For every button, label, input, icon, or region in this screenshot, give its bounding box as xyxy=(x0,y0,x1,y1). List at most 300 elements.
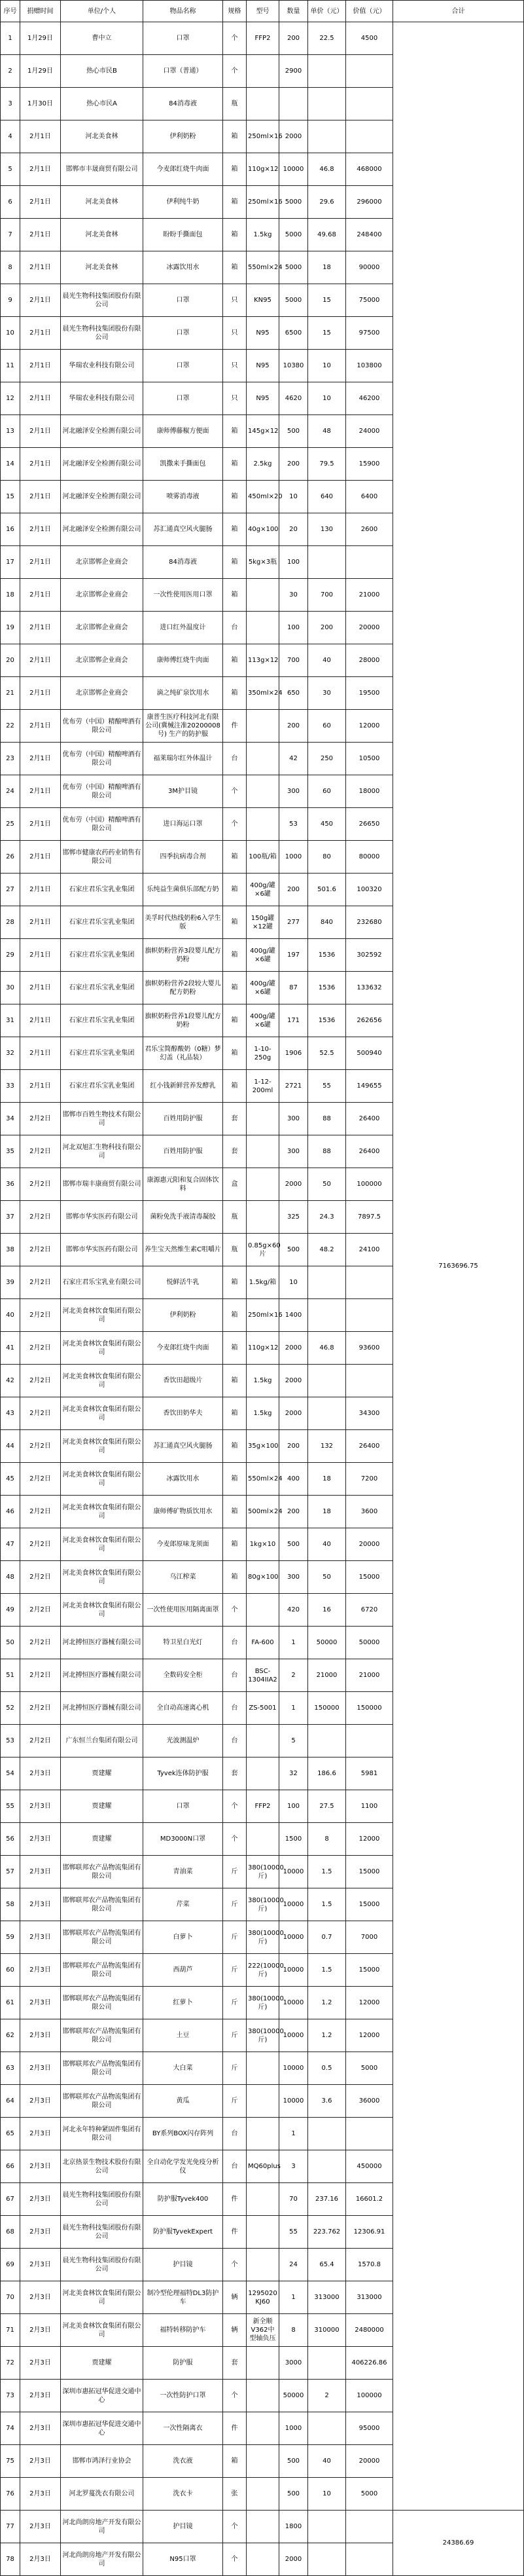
cell-date: 2月3日 xyxy=(20,2281,61,2314)
cell-donor: 贾建耀 xyxy=(61,1757,143,1790)
cell-qty: 1400 xyxy=(279,1299,308,1332)
header-no: 序号 xyxy=(1,1,20,22)
cell-qty: 277 xyxy=(279,906,308,939)
cell-price: 65.4 xyxy=(308,2249,346,2281)
cell-price: 50 xyxy=(308,1561,346,1594)
cell-no: 54 xyxy=(1,1757,20,1790)
cell-item: 口罩 xyxy=(143,382,223,415)
cell-model: 380(10000斤) xyxy=(247,1888,279,1921)
cell-price xyxy=(308,1397,346,1430)
cell-qty: 700 xyxy=(279,644,308,677)
cell-value xyxy=(346,2118,393,2150)
cell-item: 康师傅红烧牛肉面 xyxy=(143,644,223,677)
cell-donor: 广东恒兰台集团有限公司 xyxy=(61,1725,143,1757)
cell-donor: 邯郸市丰晟商贸有限公司 xyxy=(61,153,143,186)
cell-no: 18 xyxy=(1,579,20,612)
cell-model xyxy=(247,2380,279,2412)
cell-no: 71 xyxy=(1,2314,20,2347)
cell-model: KN95 xyxy=(247,284,279,317)
cell-no: 63 xyxy=(1,2052,20,2085)
cell-donor: 邯郸市华实医药有限公司 xyxy=(61,1201,143,1234)
cell-qty: 420 xyxy=(279,1594,308,1627)
cell-item: 特卫星白光灯 xyxy=(143,1627,223,1659)
cell-no: 70 xyxy=(1,2281,20,2314)
cell-donor: 晨光生物科技集团股份有限公司 xyxy=(61,2249,143,2281)
cell-date: 2月1日 xyxy=(20,972,61,1004)
cell-model xyxy=(247,2347,279,2380)
cell-model: 40g×100 xyxy=(247,513,279,546)
cell-no: 29 xyxy=(1,939,20,972)
cell-item: BY系列BOX闪存阵列 xyxy=(143,2118,223,2150)
cell-donor: 华瑞农业科技有限公司 xyxy=(61,382,143,415)
cell-qty: 50000 xyxy=(279,2380,308,2412)
table-body xyxy=(1,22,524,2576)
cell-value: 26400 xyxy=(346,1135,393,1168)
cell-donor: 河北美食林饮食集团有限公司 xyxy=(61,1496,143,1528)
cell-date: 2月1日 xyxy=(20,350,61,382)
cell-donor: 河北美食林 xyxy=(61,120,143,153)
cell-value: 15000 xyxy=(346,1856,393,1888)
cell-date: 2月2日 xyxy=(20,1234,61,1266)
cell-spec: 台 xyxy=(223,1725,247,1757)
cell-value: 93600 xyxy=(346,1332,393,1365)
cell-group-total: 24386.69 xyxy=(393,2511,524,2576)
cell-no: 76 xyxy=(1,2478,20,2511)
cell-price: 1.5 xyxy=(308,1856,346,1888)
cell-value: 26400 xyxy=(346,1430,393,1463)
cell-donor: 石家庄君乐宝乳业集团 xyxy=(61,972,143,1004)
header-spec: 规格 xyxy=(223,1,247,22)
cell-value: 46200 xyxy=(346,382,393,415)
header-value: 价值（元） xyxy=(346,1,393,22)
cell-item: 百姓用防护服 xyxy=(143,1103,223,1135)
cell-no: 34 xyxy=(1,1103,20,1135)
cell-donor: 河北永年特种紧固件集团有限公司 xyxy=(61,2118,143,2150)
cell-value: 12000 xyxy=(346,2019,393,2052)
cell-spec: 个 xyxy=(223,2511,247,2543)
cell-date: 2月3日 xyxy=(20,1954,61,1987)
cell-donor: 邯郸联邦农产品物流集团有限公司 xyxy=(61,1954,143,1987)
cell-price: 310000 xyxy=(308,2314,346,2347)
cell-model xyxy=(247,808,279,841)
cell-model xyxy=(247,2118,279,2150)
cell-spec: 箱 xyxy=(223,1004,247,1037)
cell-date: 2月1日 xyxy=(20,1070,61,1103)
cell-qty: 20 xyxy=(279,513,308,546)
cell-donor: 石家庄君乐宝乳业集团 xyxy=(61,874,143,906)
cell-donor: 晨光生物科技集团股份有限公司 xyxy=(61,2216,143,2249)
cell-item: 全数码安全柜 xyxy=(143,1659,223,1692)
cell-value: 248400 xyxy=(346,219,393,251)
cell-spec: 箱 xyxy=(223,546,247,579)
cell-no: 48 xyxy=(1,1561,20,1594)
cell-price xyxy=(308,1299,346,1332)
cell-item: 口罩 xyxy=(143,350,223,382)
cell-price: 60 xyxy=(308,775,346,808)
cell-no: 10 xyxy=(1,317,20,350)
cell-qty: 5000 xyxy=(279,186,308,219)
cell-qty: 1 xyxy=(279,1692,308,1725)
cell-donor: 晨光生物科技集团股份有限公司 xyxy=(61,317,143,350)
cell-no: 74 xyxy=(1,2412,20,2445)
cell-value: 12306.91 xyxy=(346,2216,393,2249)
cell-qty: 100 xyxy=(279,546,308,579)
cell-item: 康师傅矿物质饮用水 xyxy=(143,1496,223,1528)
cell-qty: 10000 xyxy=(279,1987,308,2019)
cell-item: 防护服 xyxy=(143,2347,223,2380)
cell-price: 186.6 xyxy=(308,1757,346,1790)
cell-date: 2月3日 xyxy=(20,2380,61,2412)
cell-no: 15 xyxy=(1,481,20,513)
cell-spec: 箱 xyxy=(223,1528,247,1561)
cell-price: 1536 xyxy=(308,1004,346,1037)
cell-no: 50 xyxy=(1,1627,20,1659)
cell-model: 0.85g×60片 xyxy=(247,1234,279,1266)
cell-qty: 5000 xyxy=(279,219,308,251)
cell-model xyxy=(247,1103,279,1135)
cell-item: 康普生医疗科技河北有限公司(冀械注准20200008号) 生产的防护服 xyxy=(143,710,223,743)
cell-qty: 1000 xyxy=(279,841,308,874)
cell-item: 旗帜奶粉营养2段较大婴儿配方奶粉 xyxy=(143,972,223,1004)
cell-price: 30 xyxy=(308,677,346,710)
cell-price: 18 xyxy=(308,1463,346,1496)
cell-donor: 石家庄君乐宝乳业集团 xyxy=(61,906,143,939)
cell-price xyxy=(308,2412,346,2445)
cell-spec: 个 xyxy=(223,1823,247,1856)
cell-donor: 河北尚朗房地产开发有限公司 xyxy=(61,2511,143,2543)
cell-price: 700 xyxy=(308,579,346,612)
cell-spec: 箱 xyxy=(223,415,247,448)
cell-qty: 100 xyxy=(279,612,308,644)
cell-qty: 500 xyxy=(279,415,308,448)
cell-spec: 台 xyxy=(223,2118,247,2150)
cell-model: 380(10000斤) xyxy=(247,1921,279,1954)
cell-qty: 5000 xyxy=(279,284,308,317)
cell-donor: 河北罗蔓洗衣有限公司 xyxy=(61,2478,143,2511)
cell-donor: 石家庄君乐宝乳业集团 xyxy=(61,1004,143,1037)
cell-qty: 24 xyxy=(279,2249,308,2281)
cell-spec: 个 xyxy=(223,22,247,55)
cell-model xyxy=(247,2511,279,2543)
cell-model: 1.5kg xyxy=(247,219,279,251)
cell-no: 69 xyxy=(1,2249,20,2281)
cell-model: 400g/罐×6罐 xyxy=(247,972,279,1004)
cell-donor: 河北美食林 xyxy=(61,251,143,284)
cell-no: 43 xyxy=(1,1397,20,1430)
cell-price: 29.6 xyxy=(308,186,346,219)
cell-value: 18000 xyxy=(346,775,393,808)
cell-donor: 河北美食林饮食集团有限公司 xyxy=(61,1463,143,1496)
cell-spec: 件 xyxy=(223,2183,247,2216)
cell-qty: 30 xyxy=(279,579,308,612)
cell-donor: 北京邯郸企业商会 xyxy=(61,677,143,710)
header-qty: 数量 xyxy=(279,1,308,22)
cell-value: 468000 xyxy=(346,153,393,186)
cell-model: 380(10000斤) xyxy=(247,2019,279,2052)
cell-item: 防护服Tyvek400 xyxy=(143,2183,223,2216)
cell-spec: 箱 xyxy=(223,2445,247,2478)
cell-date: 2月3日 xyxy=(20,2478,61,2511)
cell-price: 49.68 xyxy=(308,219,346,251)
cell-price: 52.5 xyxy=(308,1037,346,1070)
cell-spec: 箱 xyxy=(223,644,247,677)
cell-spec: 斤 xyxy=(223,2085,247,2118)
cell-no: 73 xyxy=(1,2380,20,2412)
cell-spec: 台 xyxy=(223,1627,247,1659)
cell-price xyxy=(308,120,346,153)
cell-qty: 2 xyxy=(279,1659,308,1692)
cell-price: 60 xyxy=(308,710,346,743)
cell-spec: 箱 xyxy=(223,120,247,153)
cell-value xyxy=(346,1266,393,1299)
cell-item: 护目镜 xyxy=(143,2511,223,2543)
cell-no: 27 xyxy=(1,874,20,906)
cell-value: 500940 xyxy=(346,1037,393,1070)
cell-model: 250ml×16 xyxy=(247,186,279,219)
cell-no: 42 xyxy=(1,1365,20,1397)
cell-date: 2月3日 xyxy=(20,2511,61,2543)
cell-price: 1536 xyxy=(308,939,346,972)
cell-qty: 8 xyxy=(279,2314,308,2347)
cell-item: 制冷型伦理福特DL3防护车 xyxy=(143,2281,223,2314)
cell-price: 48 xyxy=(308,415,346,448)
cell-donor: 河北美食林饮食集团有限公司 xyxy=(61,1430,143,1463)
cell-date: 2月3日 xyxy=(20,2314,61,2347)
cell-model xyxy=(247,2445,279,2478)
cell-donor: 邯郸联邦农产品物流集团有限公司 xyxy=(61,2085,143,2118)
cell-date: 2月2日 xyxy=(20,1332,61,1365)
cell-no: 45 xyxy=(1,1463,20,1496)
cell-item: 洗衣卡 xyxy=(143,2478,223,2511)
cell-qty: 5000 xyxy=(279,251,308,284)
cell-price: 46.8 xyxy=(308,1332,346,1365)
cell-donor: 河北融泽安全检测有限公司 xyxy=(61,448,143,481)
cell-item: 84消毒液 xyxy=(143,546,223,579)
cell-item: 福莱瑞尔红外体温计 xyxy=(143,743,223,775)
cell-value: 313000 xyxy=(346,2281,393,2314)
cell-date: 2月3日 xyxy=(20,1921,61,1954)
cell-donor: 北京热景生物技术股份有限公司 xyxy=(61,2150,143,2183)
cell-qty: 1 xyxy=(279,2118,308,2150)
cell-value: 20000 xyxy=(346,1528,393,1561)
cell-no: 17 xyxy=(1,546,20,579)
cell-date: 2月2日 xyxy=(20,1627,61,1659)
cell-donor: 河北美食林饮食集团有限公司 xyxy=(61,2281,143,2314)
cell-value: 90000 xyxy=(346,251,393,284)
cell-model: BSC-1304IIA2 xyxy=(247,1659,279,1692)
cell-item: 洗衣液 xyxy=(143,2445,223,2478)
cell-no: 13 xyxy=(1,415,20,448)
cell-date: 2月1日 xyxy=(20,153,61,186)
cell-item: 进口海运口罩 xyxy=(143,808,223,841)
cell-spec: 个 xyxy=(223,2249,247,2281)
cell-item: 一次性使用医用口罩 xyxy=(143,579,223,612)
cell-item: MD3000N口罩 xyxy=(143,1823,223,1856)
cell-date: 2月2日 xyxy=(20,1561,61,1594)
cell-qty: 650 xyxy=(279,677,308,710)
cell-price: 1.2 xyxy=(308,1987,346,2019)
cell-price: 840 xyxy=(308,906,346,939)
cell-donor: 北京邯郸企业商会 xyxy=(61,612,143,644)
cell-donor: 贾建耀 xyxy=(61,1823,143,1856)
cell-price: 10 xyxy=(308,2478,346,2511)
cell-no: 4 xyxy=(1,120,20,153)
cell-value: 103800 xyxy=(346,350,393,382)
cell-value: 19500 xyxy=(346,677,393,710)
cell-model xyxy=(247,612,279,644)
cell-qty: 2000 xyxy=(279,2543,308,2576)
cell-donor: 石家庄君乐宝乳业集团 xyxy=(61,939,143,972)
cell-item: 百姓用防护服 xyxy=(143,1135,223,1168)
cell-qty: 1 xyxy=(279,2281,308,2314)
cell-qty: 500 xyxy=(279,1528,308,1561)
cell-spec: 个 xyxy=(223,2543,247,2576)
cell-date: 2月2日 xyxy=(20,1168,61,1201)
cell-value: 7000 xyxy=(346,1921,393,1954)
cell-value: 21000 xyxy=(346,579,393,612)
cell-value: 95000 xyxy=(346,2412,393,2445)
cell-model xyxy=(247,743,279,775)
cell-no: 67 xyxy=(1,2183,20,2216)
cell-model xyxy=(247,2543,279,2576)
cell-date: 2月2日 xyxy=(20,1397,61,1430)
cell-value: 24000 xyxy=(346,415,393,448)
cell-date: 2月1日 xyxy=(20,1037,61,1070)
cell-qty: 2000 xyxy=(279,1168,308,1201)
cell-model: 1-10-250g xyxy=(247,1037,279,1070)
cell-price: 237.16 xyxy=(308,2183,346,2216)
cell-spec: 台 xyxy=(223,1692,247,1725)
cell-spec: 套 xyxy=(223,1135,247,1168)
cell-price: 250 xyxy=(308,743,346,775)
cell-item: 康师傅藤椒方便面 xyxy=(143,415,223,448)
cell-qty: 200 xyxy=(279,1430,308,1463)
cell-model: 1-12-200ml xyxy=(247,1070,279,1103)
cell-date: 2月2日 xyxy=(20,1201,61,1234)
cell-price: 15 xyxy=(308,284,346,317)
cell-no: 3 xyxy=(1,88,20,120)
cell-date: 2月2日 xyxy=(20,1299,61,1332)
cell-model: 150g罐×12罐 xyxy=(247,906,279,939)
cell-no: 51 xyxy=(1,1659,20,1692)
cell-item: 养生宝天然维生素C咀嚼片 xyxy=(143,1234,223,1266)
header-model: 型号 xyxy=(247,1,279,22)
cell-price: 48.2 xyxy=(308,1234,346,1266)
cell-spec: 瓶 xyxy=(223,88,247,120)
cell-value: 75000 xyxy=(346,284,393,317)
cell-price xyxy=(308,1365,346,1397)
cell-donor: 曹中立 xyxy=(61,22,143,55)
cell-spec: 箱 xyxy=(223,251,247,284)
cell-item: 全自动化学发光免疫分析仪 xyxy=(143,2150,223,2183)
cell-qty: 87 xyxy=(279,972,308,1004)
cell-date: 2月3日 xyxy=(20,2085,61,2118)
cell-donor: 深圳市惠拓冠华促进交通中心 xyxy=(61,2380,143,2412)
cell-no: 35 xyxy=(1,1135,20,1168)
cell-price: 10 xyxy=(308,382,346,415)
cell-no: 36 xyxy=(1,1168,20,1201)
cell-price: 18 xyxy=(308,251,346,284)
cell-date: 2月3日 xyxy=(20,2019,61,2052)
cell-model xyxy=(247,1168,279,1201)
cell-no: 33 xyxy=(1,1070,20,1103)
cell-item: 伊利奶粉 xyxy=(143,120,223,153)
cell-value: 97500 xyxy=(346,317,393,350)
cell-model: 250ml×16 xyxy=(247,120,279,153)
cell-item: 护目镜 xyxy=(143,2249,223,2281)
cell-price: 27.5 xyxy=(308,1790,346,1823)
cell-donor: 邯郸市百姓生物技术有限公司 xyxy=(61,1103,143,1135)
cell-no: 57 xyxy=(1,1856,20,1888)
cell-value: 5000 xyxy=(346,2478,393,2511)
cell-price: 640 xyxy=(308,481,346,513)
cell-donor: 邯郸联邦农产品物流集团有限公司 xyxy=(61,1921,143,1954)
cell-item: 一次性使用医用隔离面罩 xyxy=(143,1594,223,1627)
cell-date: 2月3日 xyxy=(20,2412,61,2445)
cell-model xyxy=(247,2412,279,2445)
cell-price: 79.5 xyxy=(308,448,346,481)
cell-price: 3.6 xyxy=(308,2085,346,2118)
cell-value xyxy=(346,88,393,120)
cell-value: 100000 xyxy=(346,2380,393,2412)
cell-model: 113g×12 xyxy=(247,644,279,677)
cell-item: 伊利奶粉 xyxy=(143,1299,223,1332)
cell-spec: 斤 xyxy=(223,2019,247,2052)
table-row xyxy=(1,2511,524,2543)
cell-donor: 河北美食林饮食集团有限公司 xyxy=(61,1365,143,1397)
cell-item: 口罩 xyxy=(143,22,223,55)
cell-item: 福特转移防护车 xyxy=(143,2314,223,2347)
cell-spec: 个 xyxy=(223,55,247,88)
cell-item: 口罩 xyxy=(143,284,223,317)
cell-date: 2月2日 xyxy=(20,1528,61,1561)
cell-model: 1kg×10 xyxy=(247,1528,279,1561)
cell-value: 20000 xyxy=(346,2445,393,2478)
cell-model: 145g×12 xyxy=(247,415,279,448)
cell-spec: 箱 xyxy=(223,1070,247,1103)
cell-donor: 深圳市惠拓冠华促进交通中心 xyxy=(61,2412,143,2445)
cell-date: 2月1日 xyxy=(20,775,61,808)
cell-price: 88 xyxy=(308,1135,346,1168)
cell-price: 2 xyxy=(308,2380,346,2412)
cell-donor: 河北美食林 xyxy=(61,219,143,251)
cell-price: 223.762 xyxy=(308,2216,346,2249)
cell-model: 450ml×20 xyxy=(247,481,279,513)
cell-price: 22.5 xyxy=(308,22,346,55)
cell-spec: 斤 xyxy=(223,1954,247,1987)
cell-spec: 只 xyxy=(223,284,247,317)
cell-spec: 斤 xyxy=(223,1856,247,1888)
cell-date: 2月1日 xyxy=(20,120,61,153)
cell-no: 47 xyxy=(1,1528,20,1561)
cell-model: 400g/罐×6罐 xyxy=(247,939,279,972)
cell-no: 25 xyxy=(1,808,20,841)
cell-qty: 1000 xyxy=(279,2412,308,2445)
cell-model xyxy=(247,2249,279,2281)
cell-price: 1.2 xyxy=(308,2019,346,2052)
cell-qty: 10000 xyxy=(279,2085,308,2118)
cell-date: 2月1日 xyxy=(20,481,61,513)
cell-date: 2月1日 xyxy=(20,808,61,841)
cell-price: 46.8 xyxy=(308,153,346,186)
cell-price: 8 xyxy=(308,1823,346,1856)
cell-spec: 只 xyxy=(223,350,247,382)
cell-price xyxy=(308,1725,346,1757)
cell-qty: 2000 xyxy=(279,1397,308,1430)
cell-qty: 55 xyxy=(279,2216,308,2249)
cell-price xyxy=(308,546,346,579)
cell-spec: 件 xyxy=(223,710,247,743)
